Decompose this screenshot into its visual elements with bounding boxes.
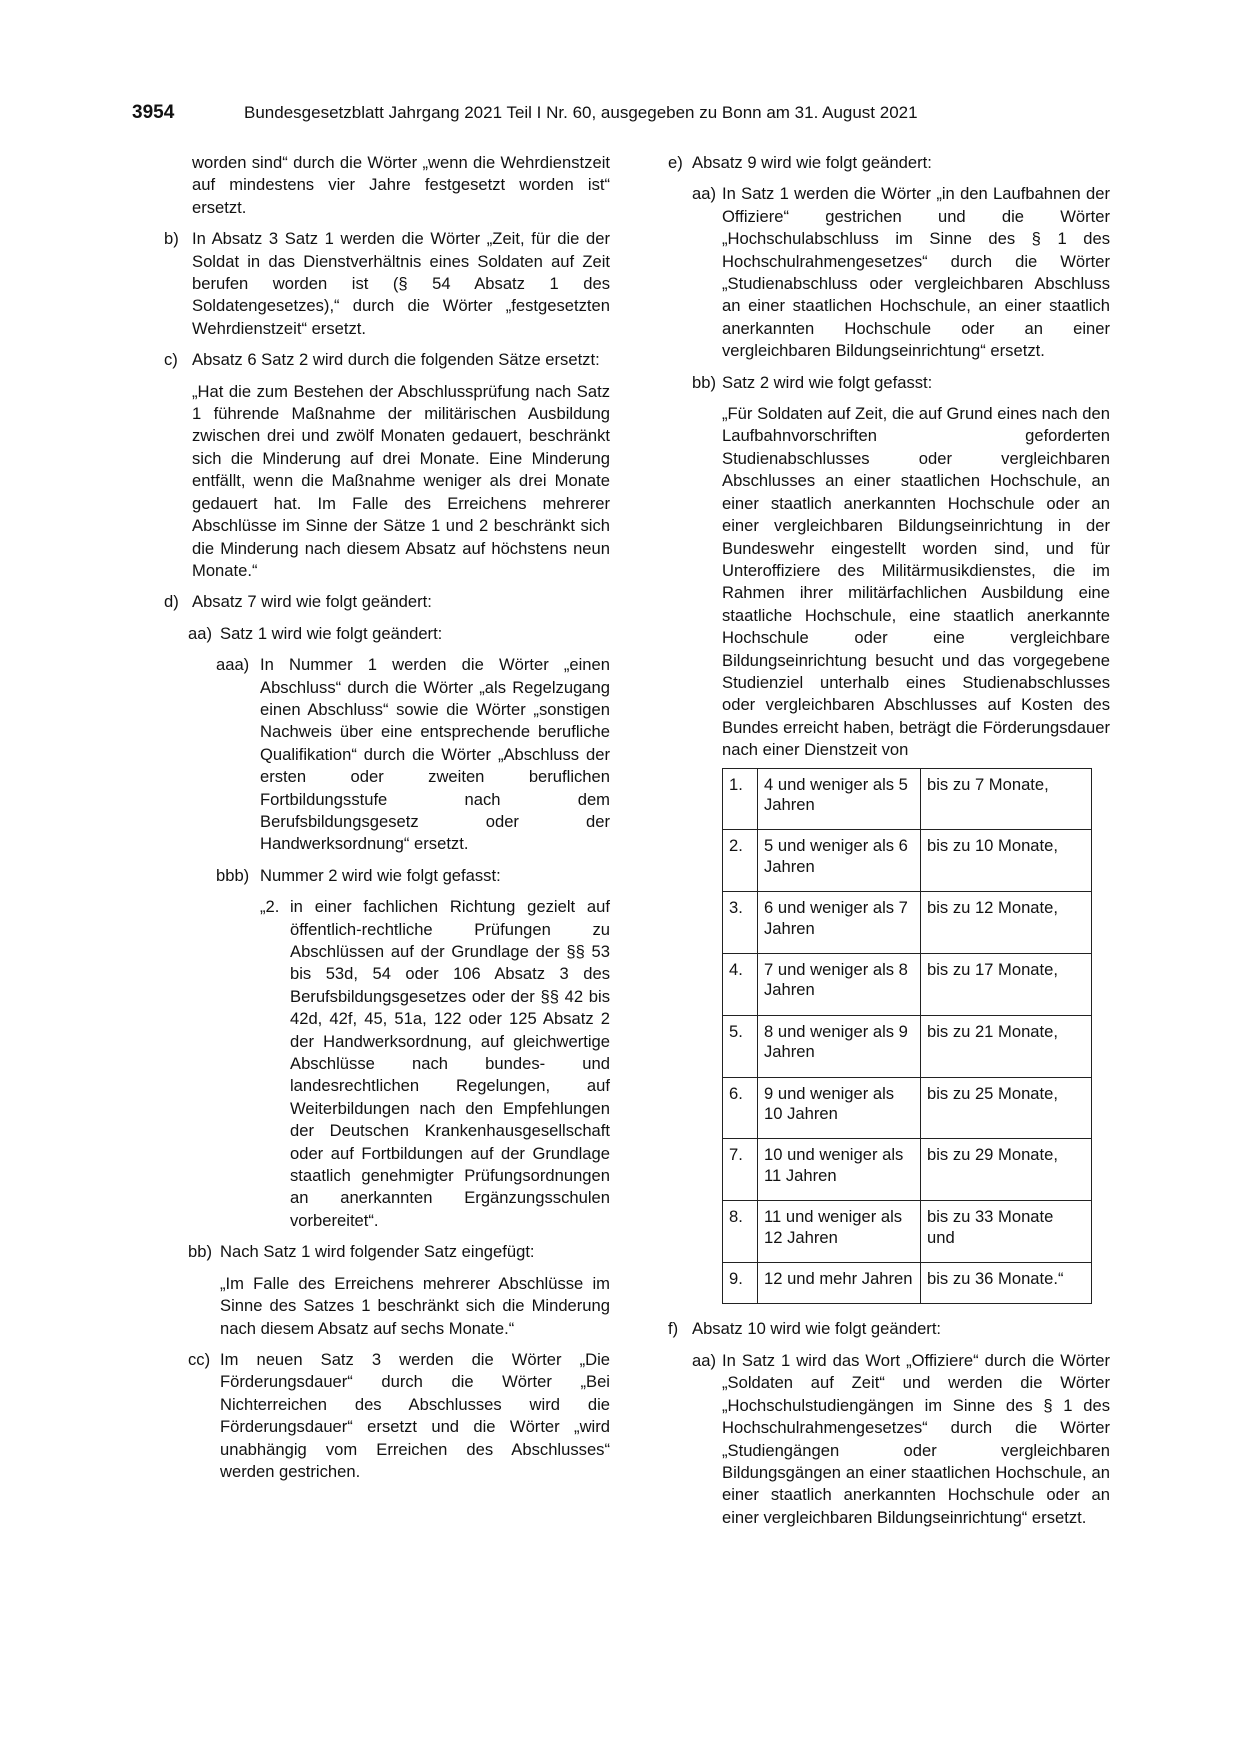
table-cell: 1. bbox=[723, 768, 758, 830]
quoted-text: „Im Falle des Erreichens mehrerer Abschlüsse im Sinne des Satzes 1 beschränkt sich die Minderung nach diesem Absatz auf sechs Monate.“ bbox=[220, 1273, 610, 1338]
item-text: In Absatz 3 Satz 1 werden die Wörter „Zeit, für die der Soldat in das Dienstverhältnis eines Soldaten auf Zeit berufen worden ist (§ 54 Absatz 1 des Soldatengesetzes),“ durch die Wörter „festgesetzten Wehrdienstzeit“ ersetzt. bbox=[192, 229, 610, 338]
table-row bbox=[723, 1077, 1092, 1139]
table-cell: 4 und weniger als 5 Jahren bbox=[758, 768, 921, 830]
item-label: „2. bbox=[260, 897, 280, 917]
item-label: c) bbox=[164, 350, 178, 370]
item-text: in einer fachlichen Richtung gezielt auf öffentlich-rechtliche Prüfungen zu Abschlüssen auf der Grundlage der §§ 53 bis 53d, 54 oder 106 Absatz 3 des Berufsbildungsgesetzes oder der §§ 42 bis 42d, 42f, 45, 51a, 122 oder 125 Absatz 2 der Handwerksordnung, auf gleichwertige Abschlüsse nach bundes- und landesrechtlichen Regelungen, auf Weiterbildungen nach den Empfehlungen der Deutschen Krankenhausgesellschaft oder auf Fortbildungen auf der Grundlage staatlich genehmigter Prüfungsordnungen an anerkannten Ergänzungsschulen vorbereitet“. bbox=[290, 897, 610, 1230]
table-cell: 12 und mehr Jahren bbox=[758, 1263, 921, 1304]
page-number: 3954 bbox=[132, 102, 175, 123]
item-text: Satz 1 wird wie folgt geändert: bbox=[220, 623, 443, 643]
item-number-2 bbox=[260, 896, 610, 1232]
table-row bbox=[723, 1263, 1092, 1304]
item-label: cc) bbox=[188, 1349, 211, 1369]
page-header bbox=[132, 102, 1002, 128]
running-title: Bundesgesetzblatt Jahrgang 2021 Teil I Nr. 60, ausgegeben zu Bonn am 31. August 2021 bbox=[244, 103, 918, 122]
table-row bbox=[723, 1201, 1092, 1263]
table-row bbox=[723, 892, 1092, 954]
item-label: d) bbox=[164, 592, 179, 612]
table-cell: 3. bbox=[723, 892, 758, 954]
item-d-bb bbox=[188, 1241, 610, 1340]
item-text: Absatz 6 Satz 2 wird durch die folgenden Sätze ersetzt: bbox=[192, 350, 600, 370]
item-label: bbb) bbox=[216, 865, 250, 885]
item-text: Nach Satz 1 wird folgender Satz eingefügt: bbox=[220, 1242, 535, 1262]
item-text: In Satz 1 wird das Wort „Offiziere“ durch die Wörter „Soldaten auf Zeit“ und werden die Wörter „Hochschulstudiengängen im Sinne des § 1 des Hochschulrahmengesetzes“ durch die Wörter „Studiengängen oder vergleichbaren Bildungsgängen an einer staatlichen Hochschule, an einer staatlich anerkannten Hochschule oder an einer vergleichbaren Bildungseinrichtung“ ersetzt. bbox=[722, 1350, 1110, 1527]
quoted-text: „Für Soldaten auf Zeit, die auf Grund eines nach den Laufbahnvorschriften geforderten Studienabschlusses oder vergleichbaren Abschlusses an einer staatlichen Hochschule, an einer staatlich anerkannten Hochschule oder an einer vergleichbaren Bildungseinrichtung in der Bundeswehr eingestellt worden sind, und für Unteroffiziere des Militärmusikdienstes, die im Rahmen ihrer militärfachlichen Ausbildung eine staatliche Hochschule, eine staatlich anerkannte Hochschule oder eine vergleichbare Bildungseinrichtung besucht und das vorgegebene Studienziel unterhalb eines Studienabschlusses oder vergleichbaren Abschlusses auf Kosten des Bundes erreicht haben, beträgt die Förderungsdauer nach einer Dienstzeit von bbox=[722, 404, 1110, 760]
item-label: bb) bbox=[692, 372, 716, 392]
table-cell: bis zu 29 Monate, bbox=[921, 1139, 1092, 1201]
item-label: f) bbox=[668, 1319, 679, 1339]
item-d-aa bbox=[188, 623, 610, 1233]
item-d bbox=[164, 591, 610, 1483]
item-e-aa bbox=[692, 183, 1110, 362]
table-cell: 9. bbox=[723, 1263, 758, 1304]
table-cell: bis zu 21 Monate, bbox=[921, 1015, 1092, 1077]
item-f bbox=[668, 1318, 1110, 1529]
item-label: aa) bbox=[188, 623, 212, 643]
service-duration-table bbox=[722, 768, 1092, 1305]
table-cell: 10 und weniger als 11 Jahren bbox=[758, 1139, 921, 1201]
continuation-text: worden sind“ durch die Wörter „wenn die Wehrdienstzeit auf mindestens vier Jahre festgesetzt worden ist“ ersetzt. bbox=[192, 153, 610, 217]
table-cell: 6. bbox=[723, 1077, 758, 1139]
table-cell: 2. bbox=[723, 830, 758, 892]
item-f-aa bbox=[692, 1350, 1110, 1529]
table-cell: bis zu 12 Monate, bbox=[921, 892, 1092, 954]
table-cell: 8. bbox=[723, 1201, 758, 1263]
left-column bbox=[164, 152, 610, 1483]
table-cell: 6 und weniger als 7 Jahren bbox=[758, 892, 921, 954]
right-column bbox=[668, 152, 1110, 1529]
item-text: Im neuen Satz 3 werden die Wörter „Die Förderungsdauer“ durch die Wörter „Bei Nichterreichen des Abschlusses wird die Förderungsdauer“ ersetzt und die Wörter „wird unabhängig vom Erreichen des Abschlusses“ werden gestrichen. bbox=[220, 1349, 610, 1481]
table-cell: 9 und weniger als 10 Jahren bbox=[758, 1077, 921, 1139]
table-cell: bis zu 10 Monate, bbox=[921, 830, 1092, 892]
item-label: aa) bbox=[692, 1350, 716, 1370]
table-cell: 11 und weniger als 12 Jahren bbox=[758, 1201, 921, 1263]
item-label: b) bbox=[164, 229, 179, 249]
quoted-text: „Hat die zum Bestehen der Abschlussprüfung nach Satz 1 führende Maßnahme der militärischen Ausbildung zwischen drei und zwölf Monaten gedauert, beschränkt sich die Minderung auf drei Monate. Eine Minderung entfällt, wenn die Maßnahme weniger als drei Monate gedauert hat. Im Falle des Erreichens mehrerer Abschlüsse im Sinne der Sätze 1 und 2 beschränkt sich die Minderung nach diesem Absatz auf höchstens neun Monate.“ bbox=[192, 381, 610, 580]
item-text: Absatz 9 wird wie folgt geändert: bbox=[692, 153, 932, 172]
item-label: bb) bbox=[188, 1242, 212, 1262]
table-row bbox=[723, 1015, 1092, 1077]
item-text: In Nummer 1 werden die Wörter „einen Abschluss“ durch die Wörter „als Regelzugang einen Abschluss“ sowie die Wörter „sonstigen Nachweis über eine entsprechende berufliche Qualifikation“ durch die Wörter „Abschluss der ersten oder zweiten beruflichen Fortbildungsstufe nach dem Berufsbildungsgesetz oder der Handwerksordnung“ ersetzt. bbox=[260, 655, 610, 854]
table-cell: 5. bbox=[723, 1015, 758, 1077]
item-label: aa) bbox=[692, 184, 716, 204]
table-cell: 5 und weniger als 6 Jahren bbox=[758, 830, 921, 892]
item-e-bb bbox=[692, 372, 1110, 1305]
table-row bbox=[723, 1139, 1092, 1201]
table-row bbox=[723, 830, 1092, 892]
table-cell: 7 und weniger als 8 Jahren bbox=[758, 954, 921, 1016]
item-c bbox=[164, 349, 610, 582]
item-bbb bbox=[216, 865, 610, 1233]
item-aaa bbox=[216, 654, 610, 856]
table-cell: bis zu 17 Monate, bbox=[921, 954, 1092, 1016]
item-b bbox=[164, 228, 610, 340]
item-d-cc bbox=[188, 1349, 610, 1483]
table-cell: 4. bbox=[723, 954, 758, 1016]
item-text: In Satz 1 werden die Wörter „in den Laufbahnen der Offiziere“ gestrichen und die Wörter „Hochschulabschluss im Sinne des § 1 des Hochschulrahmengesetzes“ durch die Wörter „Studienabschluss oder vergleichbaren Abschluss an einer staatlichen Hochschule, an einer staatlich anerkannten Hochschule oder an einer vergleichbaren Bildungseinrichtung“ ersetzt. bbox=[722, 184, 1110, 361]
item-e bbox=[668, 152, 1110, 1304]
table-cell: bis zu 36 Monate.“ bbox=[921, 1263, 1092, 1304]
item-label: e) bbox=[668, 153, 683, 172]
table-row bbox=[723, 768, 1092, 830]
item-label: aaa) bbox=[216, 655, 250, 675]
table-cell: 8 und weniger als 9 Jahren bbox=[758, 1015, 921, 1077]
table-row bbox=[723, 954, 1092, 1016]
table-cell: bis zu 25 Monate, bbox=[921, 1077, 1092, 1139]
table-cell: bis zu 33 Monate und bbox=[921, 1201, 1092, 1263]
item-text: Satz 2 wird wie folgt gefasst: bbox=[722, 372, 933, 392]
table-cell: 7. bbox=[723, 1139, 758, 1201]
item-text: Absatz 10 wird wie folgt geändert: bbox=[692, 1319, 942, 1339]
item-text: Nummer 2 wird wie folgt gefasst: bbox=[260, 865, 501, 885]
table-cell: bis zu 7 Monate, bbox=[921, 768, 1092, 830]
item-text: Absatz 7 wird wie folgt geändert: bbox=[192, 592, 432, 612]
